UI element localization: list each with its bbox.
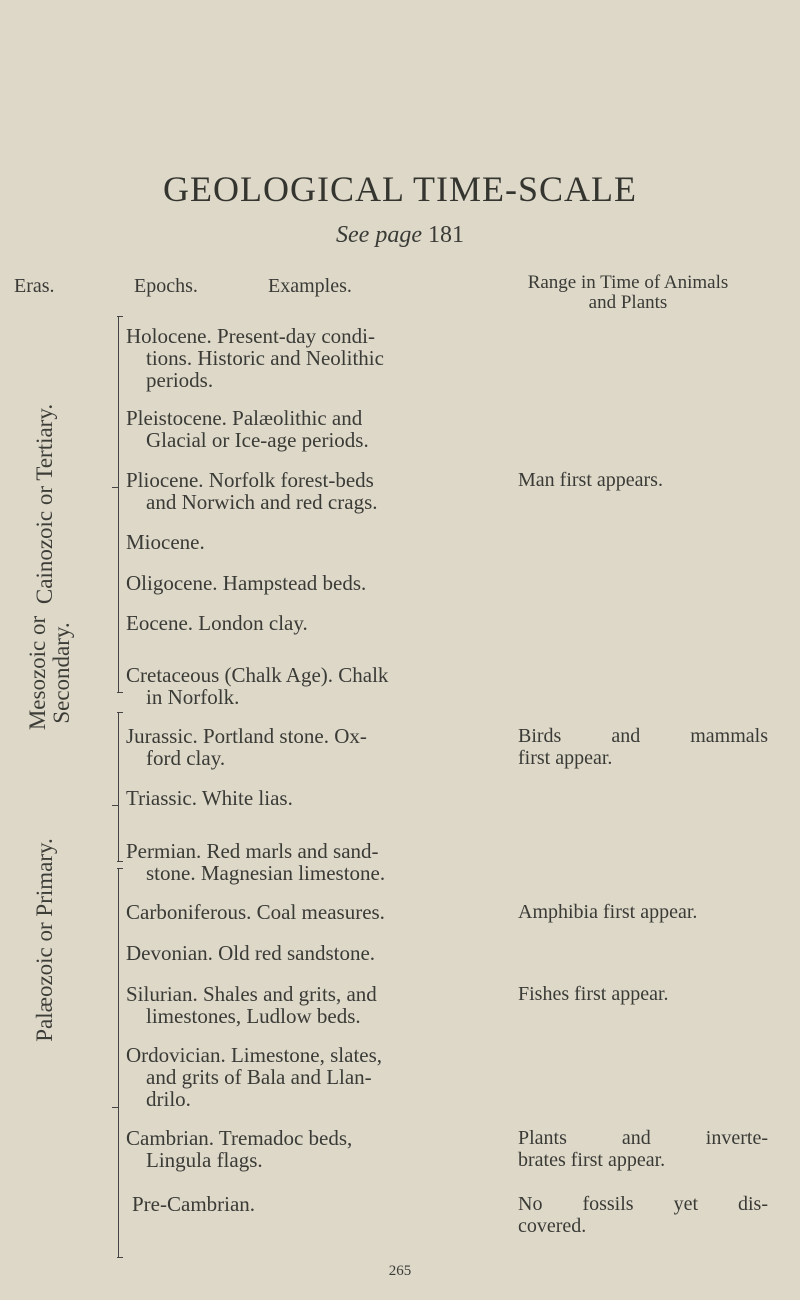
cainozoic-brace (118, 316, 123, 693)
range-plants-invertebrates (518, 1127, 768, 1171)
epoch-row-miocene (126, 531, 466, 553)
era-label-mesozoic-line2: Secondary. (49, 622, 74, 724)
range-line: brates first appear. (518, 1149, 666, 1171)
range-amphibia (518, 901, 768, 923)
row-line: Holocene. Present-day condi- (126, 324, 375, 348)
row-line: Triassic. White lias. (126, 786, 293, 810)
row-line: Miocene. (126, 530, 205, 554)
row-line: limestones, Ludlow beds. (146, 1004, 361, 1028)
range-no-fossils (518, 1193, 768, 1237)
epoch-row-jurassic (126, 725, 466, 769)
header-range (478, 273, 778, 313)
row-line: Lingula flags. (146, 1148, 263, 1172)
range-line: first appear. (518, 747, 613, 769)
row-line: Pre-Cambrian. (132, 1192, 256, 1216)
row-line: Glacial or Ice-age periods. (146, 428, 369, 452)
range-line: Amphibia first appear. (518, 901, 698, 923)
epoch-row-precambrian (132, 1193, 472, 1215)
row-line: tions. Historic and Neolithic (146, 346, 384, 370)
epoch-row-devonian (126, 942, 466, 964)
epoch-row-ordovician (126, 1044, 466, 1110)
page-title: GEOLOGICAL TIME-SCALE (163, 169, 637, 209)
subtitle-prefix: See page (336, 222, 422, 248)
header-eras: Eras. (14, 275, 55, 297)
row-line: ford clay. (146, 746, 226, 770)
subtitle-page: 181 (427, 222, 464, 248)
page-number: 265 (388, 1263, 412, 1279)
row-line: Cambrian. Tremadoc beds, (126, 1126, 353, 1150)
row-line: and Norwich and red crags. (146, 490, 378, 514)
epoch-row-pliocene (126, 469, 466, 513)
row-line: Devonian. Old red sandstone. (126, 941, 376, 965)
epoch-row-eocene (126, 612, 466, 634)
epoch-row-silurian (126, 983, 466, 1027)
era-label-palaeozoic: Palæozoic or Primary. (32, 838, 57, 1042)
epoch-row-cretaceous (126, 664, 466, 708)
row-line: Eocene. London clay. (126, 611, 308, 635)
epoch-row-carboniferous (126, 901, 466, 923)
range-line: Birds and mammals (518, 725, 768, 747)
epoch-row-pleistocene (126, 407, 466, 451)
row-line: Pleistocene. Palæolithic and (126, 406, 363, 430)
row-line: Permian. Red marls and sand- (126, 839, 379, 863)
row-line: periods. (146, 368, 214, 392)
row-line: Pliocene. Norfolk forest-beds (126, 468, 374, 492)
epoch-row-holocene (126, 325, 466, 391)
range-fishes (518, 983, 768, 1005)
header-range-line2: and Plants (588, 292, 668, 313)
row-line: Jurassic. Portland stone. Ox- (126, 724, 367, 748)
era-label-mesozoic (26, 603, 74, 743)
row-line: Carboniferous. Coal measures. (126, 900, 385, 924)
row-line: stone. Magnesian limestone. (146, 861, 386, 885)
row-line: in Norfolk. (146, 685, 240, 709)
row-line: Oligocene. Hampstead beds. (126, 571, 367, 595)
header-examples: Examples. (268, 275, 352, 297)
row-line: drilo. (146, 1087, 191, 1111)
epoch-row-oligocene (126, 572, 466, 594)
epoch-row-triassic (126, 787, 466, 809)
row-line: Cretaceous (Chalk Age). Chalk (126, 663, 389, 687)
palaeozoic-brace (118, 868, 123, 1258)
range-line: Plants and inverte- (518, 1127, 768, 1149)
range-line: covered. (518, 1215, 587, 1237)
row-line: Silurian. Shales and grits, and (126, 982, 377, 1006)
range-man (518, 469, 768, 491)
epoch-row-cambrian (126, 1127, 466, 1171)
range-birds-mammals (518, 725, 768, 769)
header-range-line1: Range in Time of Animals (527, 272, 729, 293)
row-line: Ordovician. Limestone, slates, (126, 1043, 383, 1067)
era-label-mesozoic-line1: Mesozoic or (25, 615, 50, 731)
range-line: Fishes first appear. (518, 983, 669, 1005)
range-line: No fossils yet dis- (518, 1193, 768, 1215)
era-label-cainozoic: Cainozoic or Tertiary. (32, 403, 57, 605)
epoch-row-permian (126, 840, 466, 884)
range-line: Man first appears. (518, 469, 663, 491)
mesozoic-brace (118, 712, 123, 862)
row-line: and grits of Bala and Llan- (146, 1065, 372, 1089)
page-subtitle (0, 222, 800, 249)
header-epochs: Epochs. (134, 275, 198, 297)
